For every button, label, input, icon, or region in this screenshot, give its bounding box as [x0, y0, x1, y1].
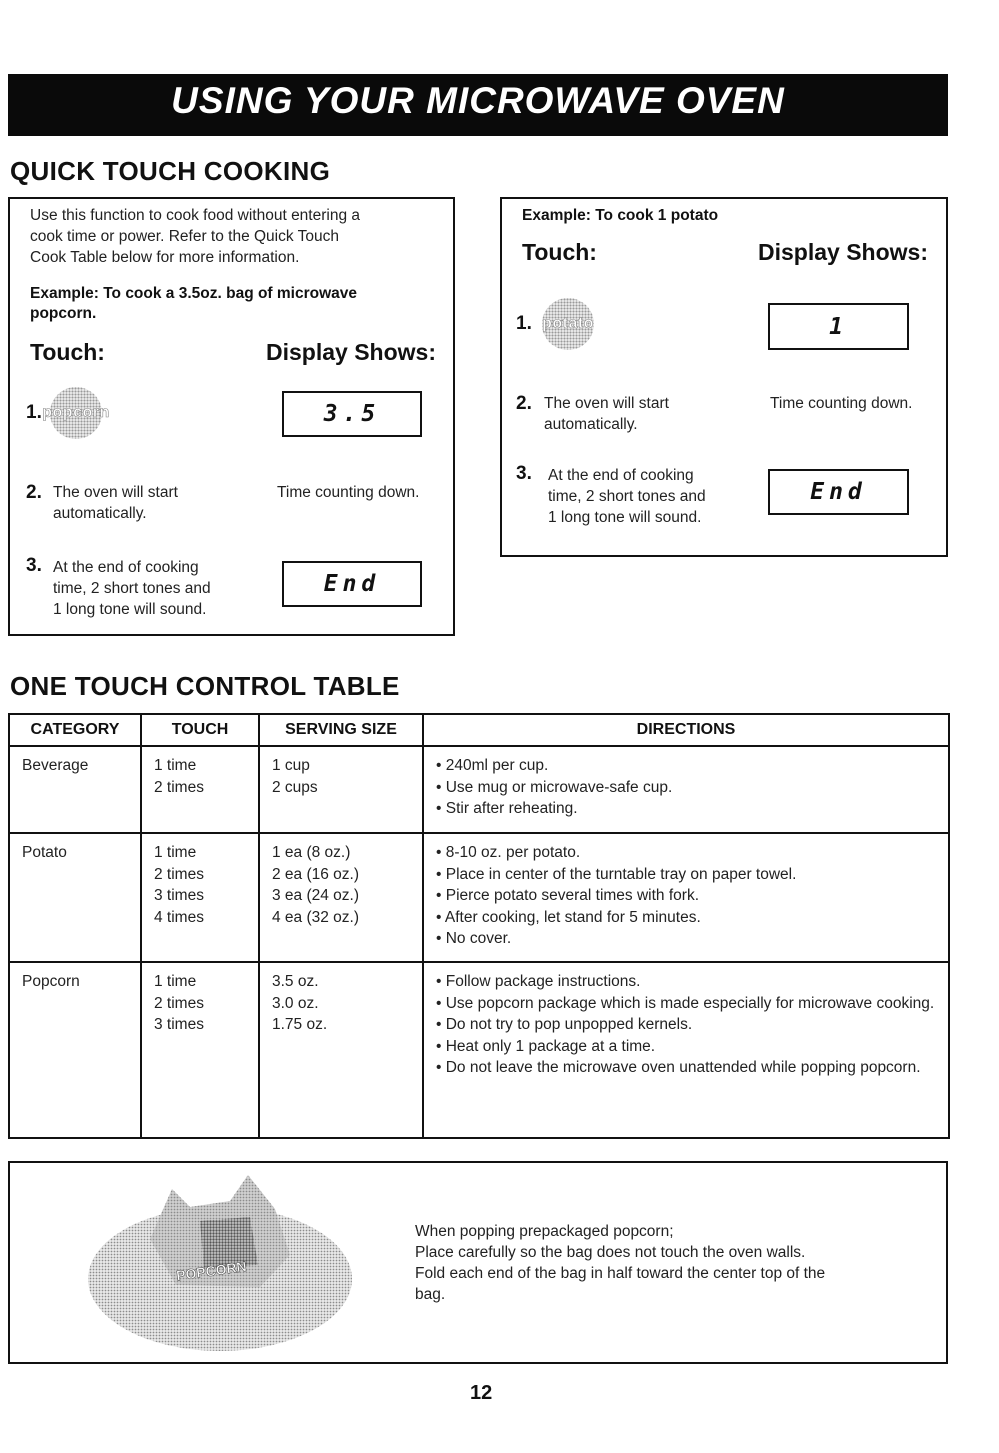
title-banner	[8, 74, 948, 136]
potato-pad-label: potato	[542, 315, 594, 332]
quick-touch-heading: QUICK TOUCH COOKING	[10, 156, 331, 186]
cell-directions: • 240ml per cup. • Use mug or microwave-safe cup. • Stir after reheating.	[423, 746, 949, 833]
potato-step-3-text: At the end of cooking time, 2 short tones and 1 long tone will sound.	[548, 467, 706, 526]
table-header-row	[9, 714, 949, 746]
display-column-heading: Display Shows:	[266, 339, 436, 365]
control-table	[8, 713, 950, 1139]
step-2-text: The oven will start automatically.	[53, 484, 178, 522]
cell-touch: 1 time 2 times 3 times	[141, 962, 259, 1138]
potato-step-3-number: 3.	[516, 463, 532, 484]
popcorn-tip-box	[8, 1161, 948, 1364]
column-header-serving-size: SERVING SIZE	[259, 714, 423, 746]
cell-category: Potato	[9, 833, 141, 962]
table-row-popcorn	[9, 962, 949, 1138]
cell-touch: 1 time 2 times 3 times 4 times	[141, 833, 259, 962]
quick-touch-example: Example: To cook a 3.5oz. bag of microwave popcorn.	[30, 285, 358, 322]
page-title: USING YOUR MICROWAVE OVEN	[171, 80, 785, 121]
potato-step-2-text: The oven will start automatically.	[544, 395, 669, 433]
display-digits: 1	[829, 313, 848, 340]
cell-category: Beverage	[9, 746, 141, 833]
display-digits: 3.5	[323, 401, 381, 427]
cell-category: Popcorn	[9, 962, 141, 1138]
cell-directions: • 8-10 oz. per potato. • Place in center of the turntable tray on paper towel. • Pierce potato several times with fork. • After cooking, let stand for 5 minutes. • No cover.	[423, 833, 949, 962]
popcorn-tip-text: When popping prepackaged popcorn; Place carefully so the bag does not touch the oven walls. Fold each end of the bag in half toward the center top of the bag.	[415, 1223, 826, 1303]
control-table-heading: ONE TOUCH CONTROL TABLE	[10, 671, 400, 701]
cell-touch: 1 time 2 times	[141, 746, 259, 833]
popcorn-pad-label: popcorn	[42, 404, 110, 421]
cell-serving: 1 ea (8 oz.) 2 ea (16 oz.) 3 ea (24 oz.) 4 ea (32 oz.)	[259, 833, 423, 962]
step-1-number: 1.	[26, 402, 42, 423]
potato-display-heading: Display Shows:	[758, 239, 928, 265]
step-2-number: 2.	[26, 482, 42, 503]
step-3-text: At the end of cooking time, 2 short tones and 1 long tone will sound.	[53, 559, 211, 618]
potato-step-2-number: 2.	[516, 393, 532, 414]
cell-directions: • Follow package instructions. • Use popcorn package which is made especially for microwave cooking. • Do not try to pop unpopped kernels. • Heat only 1 package at a time. • Do not leave the microwave oven unattended while popping popcorn.	[423, 962, 949, 1138]
one-touch-table	[8, 713, 950, 1139]
potato-step-2-display-text: Time counting down.	[770, 395, 913, 412]
display-end-text: End	[323, 571, 381, 597]
potato-step-1-number: 1.	[516, 313, 532, 334]
potato-display-end	[768, 469, 909, 515]
display-end	[282, 561, 422, 607]
column-header-category: CATEGORY	[9, 714, 141, 746]
potato-example-box	[500, 197, 948, 557]
cell-serving: 3.5 oz. 3.0 oz. 1.75 oz.	[259, 962, 423, 1138]
potato-touch-heading: Touch:	[522, 239, 597, 265]
popcorn-bag-label: POPCORN	[175, 1257, 248, 1284]
step-3-number: 3.	[26, 555, 42, 576]
popcorn-bag-illustration	[80, 1169, 370, 1359]
display-potato-count	[768, 303, 909, 350]
step-2-display-text: Time counting down.	[277, 484, 420, 501]
touch-column-heading: Touch:	[30, 339, 105, 365]
column-header-touch: TOUCH	[141, 714, 259, 746]
table-row-beverage	[9, 746, 949, 833]
quick-touch-box	[8, 197, 455, 636]
table-row-potato	[9, 833, 949, 962]
cell-serving: 1 cup 2 cups	[259, 746, 423, 833]
potato-example: Example: To cook 1 potato	[522, 207, 719, 224]
display-popcorn-time	[282, 391, 422, 437]
display-end-text: End	[810, 479, 867, 505]
page-number: 12	[470, 1382, 493, 1404]
popcorn-pad-button[interactable]	[42, 387, 110, 439]
column-header-directions: DIRECTIONS	[423, 714, 949, 746]
quick-touch-intro: Use this function to cook food without entering a cook time or power. Refer to the Quick Touch Cook Table below for more information.	[30, 207, 361, 266]
potato-pad-button[interactable]	[542, 298, 594, 350]
